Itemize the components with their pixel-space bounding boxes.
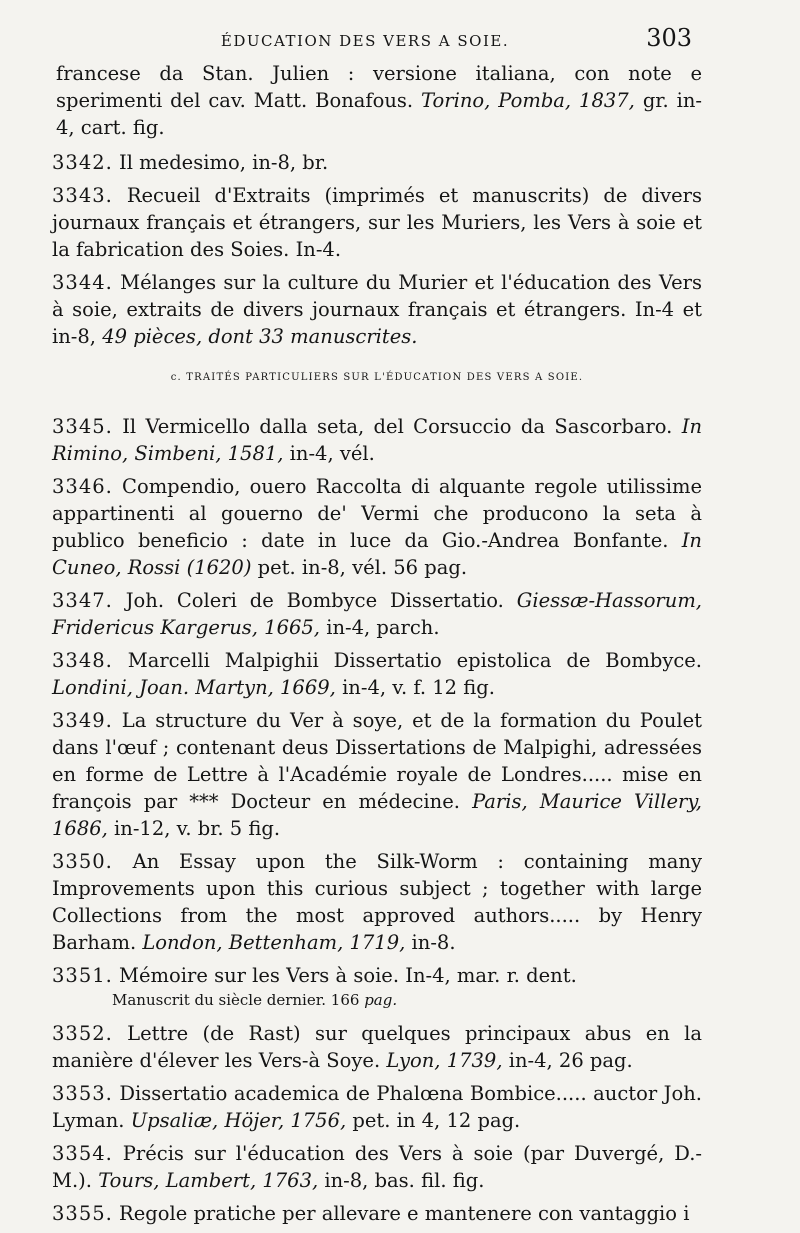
bibliography-entry [52,413,702,467]
entry-number: 3343. [52,184,113,207]
entry-format: in-4, parch. [326,616,440,639]
entry-text: Compendio, ouero Raccolta di alquante regole utilissime appartinenti al gouerno de' Vermi che producono la seta à publico beneficio : date in luce da Gio.-Andrea Bonfante. [52,475,702,552]
bibliography-entry [52,1140,702,1194]
entry-text: Recueil d'Extraits (imprimés et manuscrits) de divers journaux français et étrangers, sur les Muriers, les Vers à soie et la fabrication des Soies. In-4. [52,184,703,261]
entry-format: pet. in-8, vél. 56 pag. [257,556,468,579]
continued-entry [56,60,702,141]
entry-text: Joh. Coleri de Bombyce Dissertatio. [125,589,504,612]
bibliography-entry [52,269,702,350]
entry-publication: In Rimino, Simbeni, 1581, [52,415,703,465]
entry-text: Dissertatio academica de Phalœna Bombice..... auctor Joh. Lyman. [52,1082,702,1132]
entry-number: 3345. [52,415,113,438]
entry-number: 3344. [52,271,113,294]
entry-number: 3348. [52,649,113,672]
entry-publication: Paris, Maurice Villery, 1686, [52,790,702,840]
entry-note [112,987,702,1014]
bibliography-entry [52,473,702,581]
entry-text: Regole pratiche per allevare e mantenere con vantaggio i [119,1202,690,1225]
bibliography-entry [52,149,702,176]
entry-number: 3346. [52,475,113,498]
entry-number: 3347. [52,589,113,612]
bibliography-entry [52,707,702,842]
running-head: ÉDUCATION DES VERS A SOIE. [220,32,510,50]
bibliography-entry [52,587,702,641]
entry-text: Lettre (de Rast) sur quelques principaux abus en la manière d'élever les Vers-à Soye. [52,1022,702,1072]
entry-format: in-4, v. f. 12 fig. [342,676,495,699]
entry-format: gr. in-4, cart. fig. [56,89,702,139]
entry-text: Marcelli Malpighii Dissertatio epistolica de Bombyce. [127,649,703,672]
entry-number: 3354. [52,1142,113,1165]
entry-text: Mélanges sur la culture du Murier et l'éducation des Vers à soie, extraits de divers journaux français et étrangers. In-4 et in-8, [52,271,703,348]
entry-publication: In Cuneo, Rossi (1620) [52,529,702,579]
bibliography-entry [52,182,702,263]
bibliography-entry [52,1020,702,1074]
entry-number: 3353. [52,1082,113,1105]
entry-note-text: Manuscrit du siècle dernier. 166 [112,991,360,1009]
entry-publication: Torino, Pomba, 1837, [421,89,635,112]
entry-text: Il medesimo, in-8, br. [119,151,329,174]
section-heading: c. TRAITÉS PARTICULIERS SUR L'ÉDUCATION DES VERS A SOIE. [170,372,584,383]
bibliography-entry [52,848,702,956]
bibliography-entry [52,1200,702,1227]
entry-format: in-8, bas. fil. fig. [324,1169,485,1192]
entry-format: in-4, vél. [289,442,375,465]
entry-text: francese da Stan. Julien : versione italiana, con note e sperimenti del cav. Matt. Bonafous. [56,62,702,112]
entry-note-pages: pag. [364,991,398,1009]
entry-number: 3355. [52,1202,113,1225]
entry-number: 3350. [52,850,113,873]
entry-text: Il Vermicello dalla seta, del Corsuccio da Sascorbaro. [122,415,673,438]
entry-publication: Tours, Lambert, 1763, [98,1169,319,1192]
bibliography-entry [52,1080,702,1134]
entry-text: An Essay upon the Silk-Worm : containing many Improvements upon this curious subject ; together with large Collections from the most approved authors..... by Henry Barham. [52,850,702,954]
entry-publication: Londini, Joan. Martyn, 1669, [52,676,336,699]
entry-format: pet. in 4, 12 pag. [352,1109,521,1132]
entry-format: in-8. [411,931,456,954]
entry-text: Mémoire sur les Vers à soie. In-4, mar. r. dent. [119,964,577,987]
entry-text: La structure du Ver à soye, et de la formation du Poulet dans l'œuf ; contenant deus Dissertations de Malpighi, adressées en forme de Lettre à l'Académie royale de Londres..... mise en françois par *** Docteur en médecine. [52,709,702,813]
entry-text: Précis sur l'éducation des Vers à soie (par Duvergé, D.-M.). [52,1142,702,1192]
entry-publication: London, Bettenham, 1719, [142,931,406,954]
entry-publication: Upsaliæ, Höjer, 1756, [130,1109,347,1132]
bibliography-entry [52,647,702,701]
entry-number: 3351. [52,964,113,987]
entry-format: in-12, v. br. 5 fig. [114,817,281,840]
page-number: 303 [646,24,692,52]
page-content [52,60,702,1233]
entry-format: in-4, 26 pag. [508,1049,633,1072]
entries-list-b [52,413,702,1227]
entries-list-a [52,149,702,350]
entry-publication: Giessæ-Hassorum, Fridericus Kargerus, 1665, [52,589,703,639]
entry-number: 3349. [52,709,113,732]
entry-number: 3342. [52,151,113,174]
entry-publication: Lyon, 1739, [386,1049,503,1072]
entry-number: 3352. [52,1022,113,1045]
bibliography-entry [52,962,702,1014]
entry-publication: 49 pièces, dont 33 manuscrites. [102,325,418,348]
